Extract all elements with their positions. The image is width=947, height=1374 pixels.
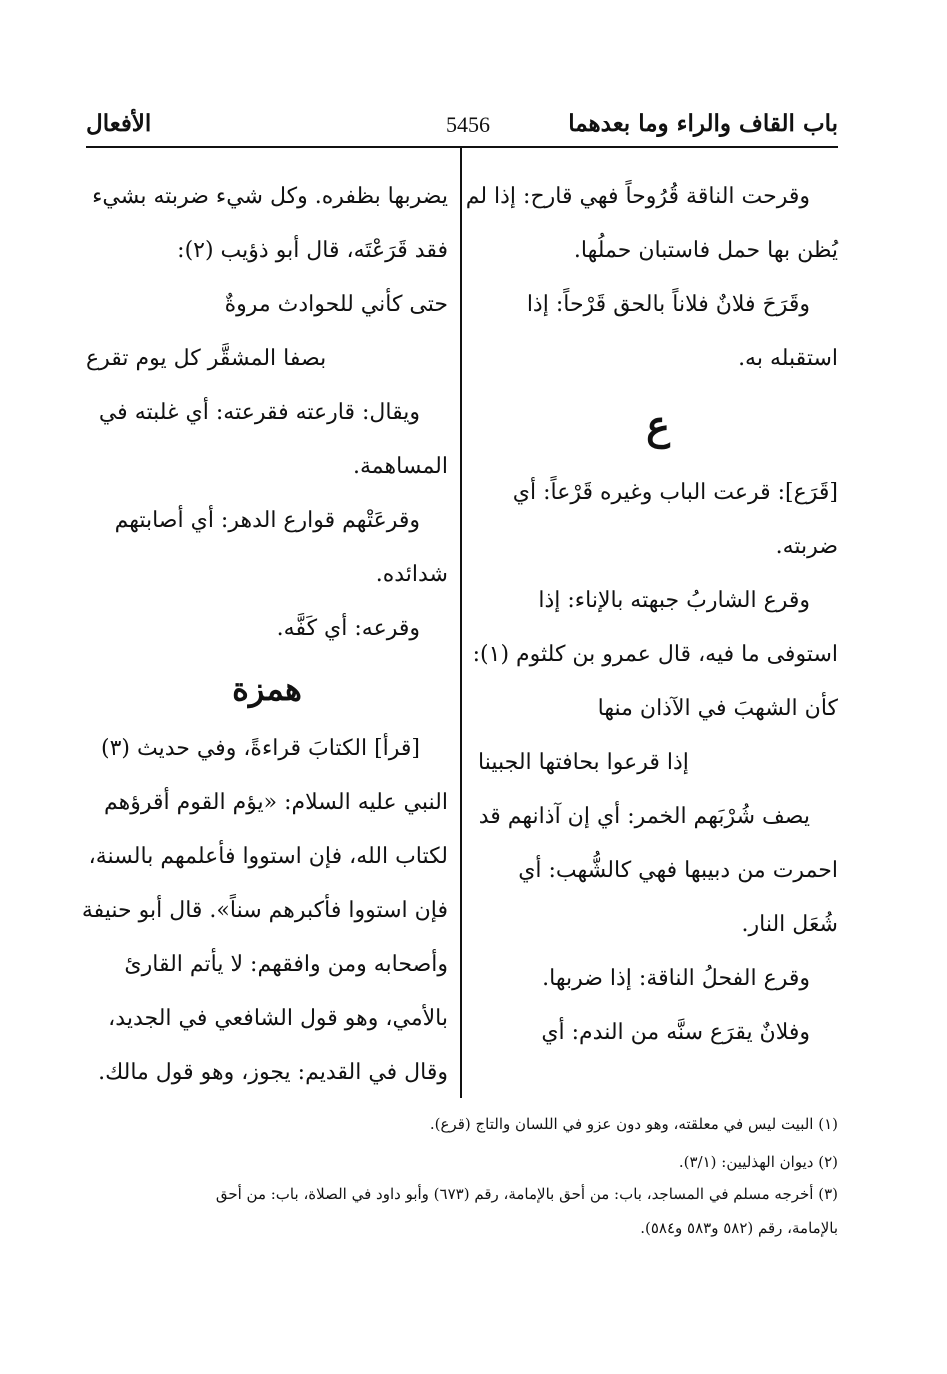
text-line: وقرعَتْهم قوارع الدهر: أي أصابتهم <box>114 508 420 533</box>
footnote: (١) البيت ليس في معلقته، وهو دون عزو في اللسان والتاج (قرع). <box>429 1115 838 1133</box>
text-line: ضربته. <box>775 534 838 559</box>
text-line: لكتاب الله، فإن استووا فأعلمهم بالسنة، <box>88 844 448 869</box>
text-line: وفلانٌ يقرَع سنَّه من الندم: أي <box>541 1020 810 1045</box>
verse-line: إذا قرعوا بحافتها الجبينا <box>478 750 689 775</box>
footnote: بالإمامة، رقم (٥٨٢ و٥٨٣ و٥٨٤). <box>640 1219 838 1237</box>
footnote: (٣) أخرجه مسلم في المساجد، باب: من أحق بالإمامة، رقم (٦٧٣) وأبو داود في الصلاة، باب: من أحق <box>215 1185 838 1203</box>
column-divider <box>460 148 462 1098</box>
entry-heading: [قَرَع]: قرعت الباب وغيره قَرْعاً: أي <box>512 480 838 505</box>
text-line: استوفى ما فيه، قال عمرو بن كلثوم (١): <box>472 642 838 667</box>
right-column <box>465 170 838 1060</box>
text-line: فقد قَرَعْتَه، قال أبو ذؤيب (٢): <box>177 238 448 263</box>
footnote: (٢) ديوان الهذليين: (٣/١). <box>678 1153 838 1171</box>
text-line: وأصحابه ومن وافقهم: لا يأتم القارئ <box>124 952 448 977</box>
verse-line: بصفا المشقَّر كل يوم تقرع <box>86 346 327 371</box>
section-title: الأفعال <box>86 110 152 137</box>
text-line: احمرت من دبيبها فهي كالشُّهب: أي <box>518 858 838 883</box>
text-line: استقبله به. <box>738 346 838 371</box>
verse-line: كأن الشهبَ في الآذان منها <box>597 696 838 721</box>
text-line: وقرعه: أي كَفَّه. <box>276 616 420 641</box>
section-heading-hamza: همزة <box>232 670 302 708</box>
text-line: وقَرَحَ فلانٌ فلاناً بالحق قَرْحاً: إذا <box>526 292 810 317</box>
text-line: وقرع الفحلُ الناقة: إذا ضربها. <box>542 966 810 991</box>
text-line: يُظن بها حمل فاستبان حملُها. <box>573 238 838 263</box>
text-line: المساهمة. <box>353 454 448 479</box>
left-column <box>81 170 448 1100</box>
text-line: شُعَل النار. <box>741 912 838 937</box>
text-line: وقرع الشاربُ جبهته بالإناء: إذا <box>538 588 810 613</box>
text-line: وقرحت الناقة قُرُوحاً فهي قارح: إذا لم <box>465 184 810 209</box>
text-line: النبي عليه السلام: «يؤم القوم أقرؤهم <box>104 790 448 815</box>
entry-heading: [قرأ] الكتابَ قراءةً، وفي حديث (٣) <box>100 736 420 761</box>
text-line: وقال في القديم: يجوز، وهو قول مالك. <box>98 1060 448 1085</box>
text-line: بالأمي، وهو قول الشافعي في الجديد، <box>108 1006 448 1031</box>
text-line: يصف شُرْبَهم الخمر: أي إن آذانهم قد <box>478 804 810 829</box>
page-number: 5456 <box>446 112 490 137</box>
text-line: يضربها بظفره. وكل شيء ضربته بشيء <box>92 184 448 209</box>
verse-line: حتى كأني للحوادث مروةٌ <box>224 292 448 317</box>
chapter-title: باب القاف والراء وما بعدهما <box>568 110 838 137</box>
text-line: فإن استووا فأكبرهم سناً». قال أبو حنيفة <box>81 898 448 923</box>
page-header <box>86 106 838 148</box>
text-line: شدائده. <box>375 562 448 587</box>
letter-heading: ع <box>646 402 670 449</box>
text-line: ويقال: قارعته فقرعته: أي غلبته في <box>98 400 420 425</box>
